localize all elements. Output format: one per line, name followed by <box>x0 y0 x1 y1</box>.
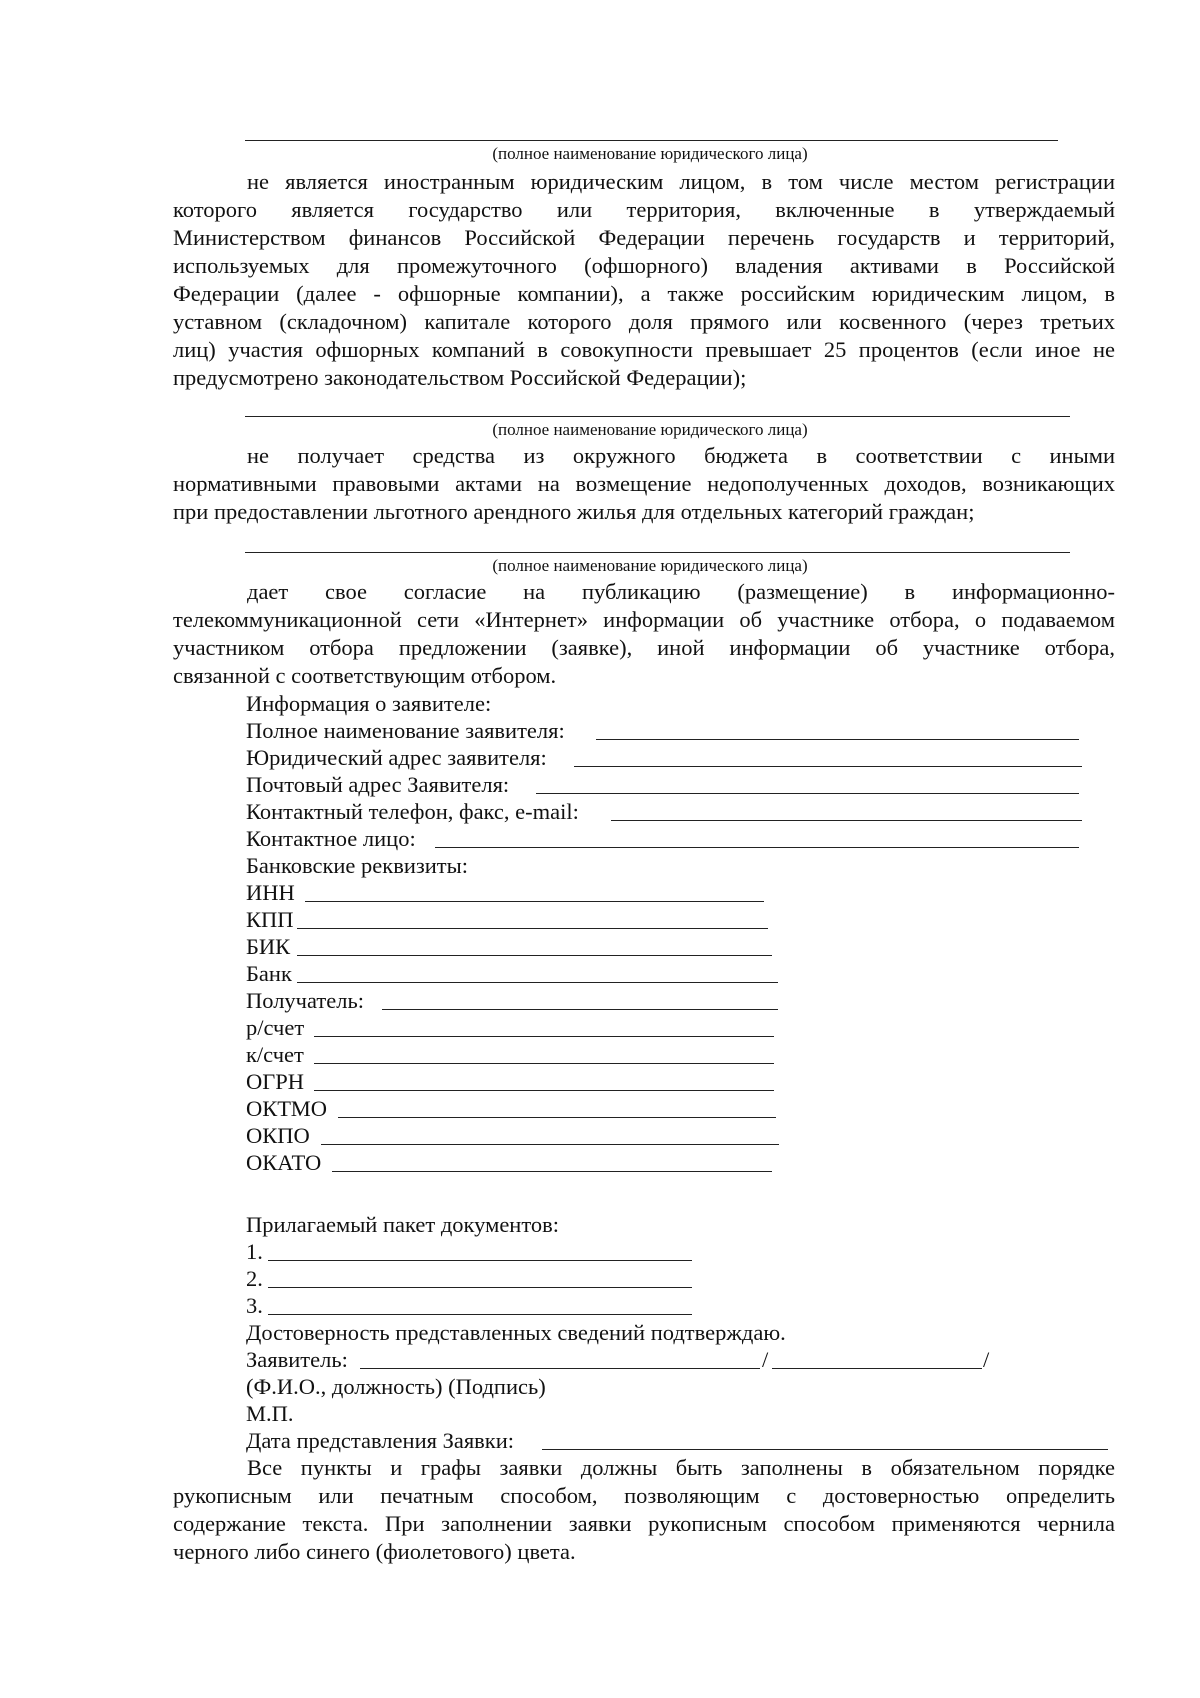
kpp-field[interactable] <box>297 928 768 929</box>
bik-label: БИК <box>246 934 291 959</box>
para3-line-1: дает свое согласие на публикацию (размещение) в информационно- <box>247 579 1115 604</box>
contact-person-field[interactable] <box>435 847 1079 848</box>
para2-line-2: нормативными правовыми актами на возмещение недополученных доходов, возникающих <box>173 471 1115 496</box>
entity-name-caption-1: (полное наименование юридического лица) <box>492 144 808 163</box>
rs-label: р/счет <box>246 1015 305 1040</box>
final-line-1: Все пункты и графы заявки должны быть заполнены в обязательном порядке <box>247 1455 1115 1480</box>
date-row <box>246 1427 514 1454</box>
doc-item-2 <box>246 1265 263 1292</box>
contact-person-label: Контактное лицо: <box>246 826 416 851</box>
legal-address-row <box>246 744 547 771</box>
ks-label: к/счет <box>246 1042 304 1067</box>
rs-row <box>246 1014 304 1041</box>
recipient-row <box>246 987 364 1014</box>
entity-name-caption-2: (полное наименование юридического лица) <box>492 420 808 439</box>
bank-row <box>246 960 292 987</box>
okato-field[interactable] <box>332 1171 772 1172</box>
doc-item-1-number: 1. <box>246 1239 263 1264</box>
postal-address-label: Почтовый адрес Заявителя: <box>246 772 510 797</box>
doc-item-1 <box>246 1238 263 1265</box>
inn-field[interactable] <box>305 901 764 902</box>
recipient-field[interactable] <box>382 1009 778 1010</box>
kpp-label: КПП <box>246 907 294 932</box>
para1-line-5: Федерации (далее - офшорные компании), а также российским юридическим лицом, в <box>173 281 1115 306</box>
final-line-3: содержание текста. При заполнении заявки рукописным способом применяются чернила <box>173 1511 1115 1536</box>
applicant-fio-field[interactable] <box>360 1368 760 1369</box>
inn-label: ИНН <box>246 880 295 905</box>
stamp-place: М.П. <box>246 1401 294 1426</box>
full-name-field[interactable] <box>596 739 1079 740</box>
ogrn-label: ОГРН <box>246 1069 305 1094</box>
bank-heading: Банковские реквизиты: <box>246 853 469 878</box>
postal-address-row <box>246 771 509 798</box>
doc-item-2-number: 2. <box>246 1266 263 1291</box>
postal-address-field[interactable] <box>536 793 1079 794</box>
para1-line-4: используемых для промежуточного (офшорного) владения активами в Российской <box>173 253 1115 278</box>
rs-field[interactable] <box>314 1036 774 1037</box>
kpp-row <box>246 906 294 933</box>
para1-line-3: Министерством финансов Российской Федерации перечень государств и территорий, <box>173 225 1115 250</box>
legal-address-label: Юридический адрес заявителя: <box>246 745 547 770</box>
doc-item-3-number: 3. <box>246 1293 263 1318</box>
legal-address-field[interactable] <box>574 766 1082 767</box>
para3-line-3: участником отбора предложении (заявке), иной информации об участнике отбора, <box>173 635 1115 660</box>
recipient-label: Получатель: <box>246 988 364 1013</box>
slash-1: / <box>762 1347 769 1372</box>
contact-person-row <box>246 825 416 852</box>
final-line-4: черного либо синего (фиолетового) цвета. <box>173 1539 576 1564</box>
ogrn-field[interactable] <box>314 1090 774 1091</box>
doc-item-3-field[interactable] <box>268 1314 692 1315</box>
applicant-signature-field[interactable] <box>772 1368 982 1369</box>
fio-caption: (Ф.И.О., должность) (Подпись) <box>246 1374 546 1399</box>
okpo-label: ОКПО <box>246 1123 310 1148</box>
para3-line-2: телекоммуникационной сети «Интернет» информации об участнике отбора, о подаваемом <box>173 607 1115 632</box>
date-label: Дата представления Заявки: <box>246 1428 515 1453</box>
para1-line-1: не является иностранным юридическим лицом, в том числе местом регистрации <box>247 169 1115 194</box>
bank-label: Банк <box>246 961 292 986</box>
confirm-text: Достоверность представленных сведений подтверждаю. <box>246 1320 786 1345</box>
applicant-sign-row <box>246 1346 1006 1373</box>
bik-row <box>246 933 290 960</box>
full-name-row <box>246 717 565 744</box>
okpo-row <box>246 1122 310 1149</box>
ks-field[interactable] <box>314 1063 774 1064</box>
entity-name-caption-3: (полное наименование юридического лица) <box>492 556 808 575</box>
para2-line-3: при предоставлении льготного арендного жилья для отдельных категорий граждан; <box>173 499 975 524</box>
ks-row <box>246 1041 304 1068</box>
para2-line-1: не получает средства из окружного бюджета в соответствии с иными <box>247 443 1115 468</box>
ogrn-row <box>246 1068 304 1095</box>
inn-row <box>246 879 295 906</box>
bank-field[interactable] <box>297 982 778 983</box>
slash-2: / <box>983 1347 990 1372</box>
oktmo-label: ОКТМО <box>246 1096 327 1121</box>
para1-line-8: предусмотрено законодательством Российской Федерации); <box>173 365 747 390</box>
para1-line-7: лиц) участия офшорных компаний в совокупности превышает 25 процентов (если иное не <box>173 337 1115 362</box>
final-line-2: рукописным или печатным способом, позволяющим с достоверностью определить <box>173 1483 1115 1508</box>
okato-row <box>246 1149 321 1176</box>
applicant-sign-label: Заявитель: <box>246 1347 348 1372</box>
doc-item-2-field[interactable] <box>268 1287 692 1288</box>
doc-item-1-field[interactable] <box>268 1260 692 1261</box>
entity-name-line-3[interactable] <box>245 552 1070 553</box>
okato-label: ОКАТО <box>246 1150 322 1175</box>
para1-line-2: которого является государство или территория, включенные в утверждаемый <box>173 197 1115 222</box>
bik-field[interactable] <box>297 955 772 956</box>
para3-line-4: связанной с соответствующим отбором. <box>173 663 557 688</box>
contacts-label: Контактный телефон, факс, e-mail: <box>246 799 579 824</box>
entity-name-line-1[interactable] <box>245 140 1058 141</box>
contacts-row <box>246 798 579 825</box>
contacts-field[interactable] <box>611 820 1082 821</box>
applicant-heading: Информация о заявителе: <box>246 691 492 716</box>
full-name-label: Полное наименование заявителя: <box>246 718 565 743</box>
doc-item-3 <box>246 1292 263 1319</box>
okpo-field[interactable] <box>321 1144 779 1145</box>
para1-line-6: уставном (складочном) капитале которого доля прямого или косвенного (через третьих <box>173 309 1115 334</box>
date-field[interactable] <box>542 1449 1108 1450</box>
oktmo-field[interactable] <box>338 1117 776 1118</box>
oktmo-row <box>246 1095 327 1122</box>
entity-name-line-2[interactable] <box>245 416 1070 417</box>
docs-heading: Прилагаемый пакет документов: <box>246 1212 560 1237</box>
